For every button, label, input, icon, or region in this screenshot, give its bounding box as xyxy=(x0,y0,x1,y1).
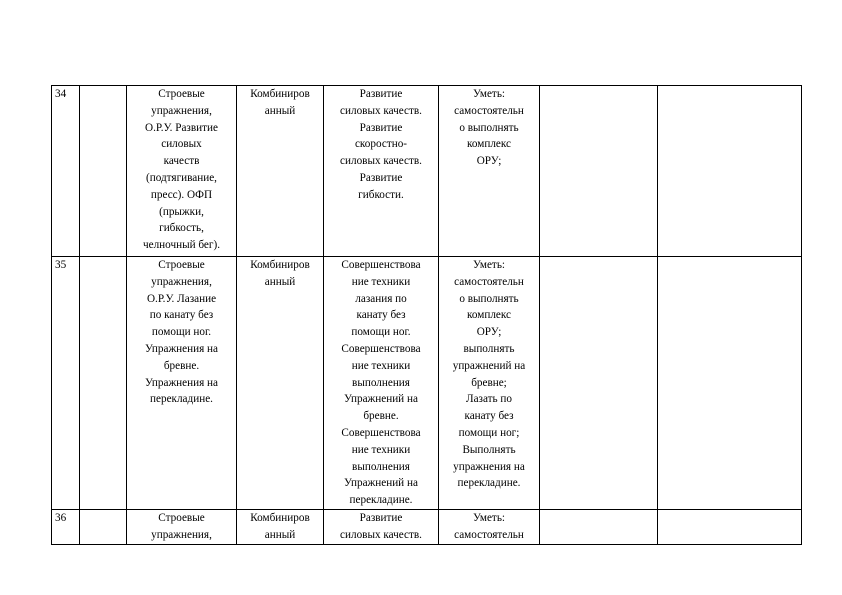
table-row xyxy=(52,509,802,544)
cell-text-line: Уметь: xyxy=(472,259,506,271)
date-cell xyxy=(80,509,127,544)
cell-text-line: Упражнений на xyxy=(344,477,418,490)
lesson-number-cell xyxy=(52,86,80,257)
cell-text-line: анный xyxy=(264,275,296,288)
cell-text-line: Строевые xyxy=(158,259,205,271)
cell-text-line: упражнения, xyxy=(151,275,212,288)
lesson-type-cell xyxy=(237,86,324,257)
cell-text-line: перекладине. xyxy=(349,494,413,507)
cell-text-line: Развитие xyxy=(359,88,403,100)
empty-cell xyxy=(540,257,658,510)
cell-text-line: упражнения, xyxy=(151,528,212,541)
expected-results-cell xyxy=(439,509,540,544)
table-row xyxy=(52,257,802,510)
cell-text-line: выполнения xyxy=(352,376,410,389)
cell-text-line: упражнения на xyxy=(453,460,525,473)
cell-text-line: Выполнять xyxy=(462,443,516,456)
cell-text-line: челночный бег). xyxy=(142,239,220,252)
cell-text-line: силовых качеств. xyxy=(340,528,422,541)
cell-text-line: самостоятельн xyxy=(454,104,524,117)
cell-text-line: качеств xyxy=(163,155,200,168)
cell-text-line: ОРУ; xyxy=(476,326,502,339)
lesson-goals-cell xyxy=(324,86,439,257)
cell-text-line: Комбиниров xyxy=(250,88,310,100)
cell-text-line: о выполнять xyxy=(459,292,519,305)
lesson-content-cell xyxy=(127,257,237,510)
cell-text-line: перекладине. xyxy=(150,393,213,406)
cell-text-line: силовых xyxy=(161,138,202,151)
lesson-content-cell xyxy=(127,509,237,544)
cell-text-line: пресс). ОФП xyxy=(150,188,213,201)
cell-text-line: помощи ног. xyxy=(351,326,411,339)
cell-text-line: помощи ног; xyxy=(458,426,520,439)
empty-cell xyxy=(540,86,658,257)
cell-text-line: анный xyxy=(264,528,296,541)
cell-text-line: О.Р.У. Лазание xyxy=(146,292,217,305)
cell-text-line: бревне. xyxy=(163,359,200,372)
cell-text-line: по канату без xyxy=(149,309,214,322)
cell-text-line: О.Р.У. Развитие xyxy=(145,121,218,134)
cell-text-line: помощи ног. xyxy=(151,326,212,339)
empty-cell xyxy=(658,257,802,510)
cell-text-line: (подтягивание, xyxy=(146,171,217,184)
lesson-type-cell xyxy=(237,257,324,510)
date-cell xyxy=(80,86,127,257)
cell-text-line: Строевые xyxy=(158,88,205,100)
lesson-number-cell xyxy=(52,257,80,510)
cell-text-line: Упражнения на xyxy=(144,376,219,389)
lesson-number: 35 xyxy=(55,259,67,271)
expected-results-cell xyxy=(439,86,540,257)
cell-text-line: Лазать по xyxy=(465,393,513,406)
cell-text-line: скоростно- xyxy=(354,138,408,151)
cell-text-line: перекладине. xyxy=(457,477,521,490)
cell-text-line: о выполнять xyxy=(459,121,519,134)
cell-text-line: Упражнений на xyxy=(344,393,418,406)
cell-text-line: комплекс xyxy=(467,138,511,151)
cell-text-line: Совершенствова xyxy=(341,259,421,271)
cell-text-line: комплекс xyxy=(467,309,511,322)
cell-text-line: Строевые xyxy=(158,511,205,524)
cell-text-line: выполнения xyxy=(352,460,410,473)
lesson-number: 36 xyxy=(55,511,67,524)
cell-text-line: гибкость, xyxy=(159,222,204,235)
cell-text-line: Развитие xyxy=(359,171,403,184)
cell-text-line: Упражнения на xyxy=(144,342,219,355)
cell-text-line: упражнения, xyxy=(151,104,212,117)
cell-text-line: силовых качеств. xyxy=(340,104,422,117)
cell-text-line: канату без xyxy=(356,309,406,322)
cell-text-line: Уметь: xyxy=(472,88,506,100)
lesson-goals-cell xyxy=(324,509,439,544)
empty-cell xyxy=(658,86,802,257)
cell-text-line: Развитие xyxy=(359,121,403,134)
cell-text-line: гибкости. xyxy=(358,188,404,201)
cell-text-line: Совершенствова xyxy=(341,342,421,355)
lesson-number: 34 xyxy=(55,88,67,100)
cell-text-line: Развитие xyxy=(359,511,403,524)
cell-text-line: ОРУ; xyxy=(476,155,502,168)
cell-text-line: анный xyxy=(264,104,296,117)
cell-text-line: (прыжки, xyxy=(159,205,204,218)
cell-text-line: бревне; xyxy=(471,376,507,389)
expected-results-cell xyxy=(439,257,540,510)
cell-text-line: Совершенствова xyxy=(341,426,421,439)
lesson-goals-cell xyxy=(324,257,439,510)
cell-text-line: Комбиниров xyxy=(250,511,310,524)
cell-text-line: самостоятельн xyxy=(454,528,524,541)
lesson-plan-table xyxy=(51,85,802,545)
lesson-number-cell xyxy=(52,509,80,544)
cell-text-line: бревне. xyxy=(363,410,399,423)
cell-text-line: выполнять xyxy=(463,342,515,355)
date-cell xyxy=(80,257,127,510)
cell-text-line: лазания по xyxy=(355,292,407,305)
table-row xyxy=(52,86,802,257)
cell-text-line: Комбиниров xyxy=(250,259,310,271)
cell-text-line: ние техники xyxy=(351,443,411,456)
empty-cell xyxy=(540,509,658,544)
cell-text-line: ние техники xyxy=(351,359,411,372)
table-body xyxy=(52,86,802,545)
cell-text-line: канату без xyxy=(464,410,514,423)
cell-text-line: Уметь: xyxy=(472,511,506,524)
lesson-type-cell xyxy=(237,509,324,544)
cell-text-line: ние техники xyxy=(351,275,411,288)
cell-text-line: силовых качеств. xyxy=(340,155,422,168)
lesson-content-cell xyxy=(127,86,237,257)
cell-text-line: упражнений на xyxy=(452,359,526,372)
cell-text-line: самостоятельн xyxy=(454,275,524,288)
empty-cell xyxy=(658,509,802,544)
